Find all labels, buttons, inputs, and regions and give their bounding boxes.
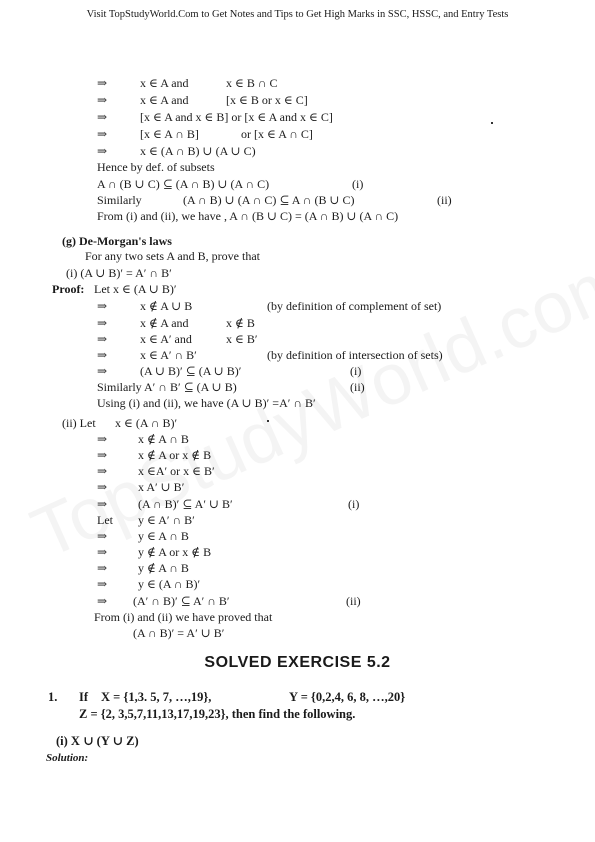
question-set-z: Z = {2, 3,5,7,11,13,17,19,23}, then find the following. (79, 707, 356, 721)
justification: (by definition of intersection of sets) (267, 348, 443, 362)
equation-label: (i) (352, 177, 364, 191)
math-line: x ∈ A′ and (140, 332, 192, 346)
math-line: (A ∩ B)′ = A′ ∪ B′ (133, 626, 225, 640)
math-line: x ∉ B (226, 316, 255, 330)
proof-label: Proof: (52, 282, 85, 296)
implies-arrow: ⇒ (97, 577, 108, 591)
implies-arrow: ⇒ (97, 316, 108, 330)
implies-arrow: ⇒ (97, 464, 108, 478)
stray-dot (267, 420, 269, 422)
text-line: For any two sets A and B, prove that (85, 249, 260, 263)
section-heading: (g) De-Morgan's laws (62, 234, 172, 248)
equation-label: (ii) (346, 594, 361, 608)
math-line: y ∉ A ∩ B (138, 561, 189, 575)
math-line: x ∉ A and (140, 316, 189, 330)
math-line: x ∈ A and (140, 76, 189, 90)
math-line: From (i) and (ii), we have , A ∩ (B ∪ C) = (A ∩ B) ∪ (A ∩ C) (97, 209, 399, 223)
text-line: Similarly (97, 193, 142, 207)
math-line: x A′ ∪ B′ (138, 480, 185, 494)
math-line: x ∈ A and (140, 93, 189, 107)
equation-label: (i) (350, 364, 362, 378)
implies-arrow: ⇒ (97, 545, 108, 559)
math-line: x ∈ B ∩ C (226, 76, 278, 90)
question-set-y: Y = {0,2,4, 6, 8, …,20} (289, 690, 406, 704)
math-line: [x ∈ A ∩ B] (140, 127, 199, 141)
math-line: x ∈ (A ∩ B)′ (115, 416, 178, 430)
math-line: x ∉ A ∩ B (138, 432, 189, 446)
question-part: (i) X ∪ (Y ∪ Z) (56, 734, 139, 748)
implies-arrow: ⇒ (97, 529, 108, 543)
implies-arrow: ⇒ (97, 364, 108, 378)
math-line: x ∈A′ or x ∈ B′ (138, 464, 215, 478)
stray-dot (491, 122, 493, 124)
equation-label: (i) (348, 497, 360, 511)
math-line: (ii) Let (62, 416, 96, 430)
implies-arrow: ⇒ (97, 432, 108, 446)
math-line: [x ∈ B or x ∈ C] (226, 93, 308, 107)
implies-arrow: ⇒ (97, 144, 108, 158)
exercise-title: SOLVED EXERCISE 5.2 (204, 654, 391, 671)
math-line: (A′ ∩ B)′ ⊆ A′ ∩ B′ (133, 594, 230, 608)
math-line: (A ∩ B) ∪ (A ∩ C) ⊆ A ∩ (B ∪ C) (183, 193, 355, 207)
math-line: x ∈ A′ ∩ B′ (140, 348, 197, 362)
math-line: (A ∩ B)′ ⊆ A′ ∪ B′ (138, 497, 233, 511)
justification: (by definition of complement of set) (267, 299, 442, 313)
implies-arrow: ⇒ (97, 332, 108, 346)
implies-arrow: ⇒ (97, 76, 108, 90)
math-line: Similarly A′ ∩ B′ ⊆ (A ∪ B) (97, 380, 237, 394)
implies-arrow: ⇒ (97, 299, 108, 313)
question-number: 1. (48, 690, 58, 704)
math-line: y ∈ A ∩ B (138, 529, 189, 543)
question-set-x: X = {1,3. 5, 7, …,19}, (101, 690, 212, 704)
question-if: If (79, 690, 89, 704)
math-line: x ∉ A or x ∉ B (138, 448, 212, 462)
text-line: Hence by def. of subsets (97, 160, 215, 174)
math-line: A ∩ (B ∪ C) ⊆ (A ∩ B) ∪ (A ∩ C) (97, 177, 270, 191)
implies-arrow: ⇒ (97, 110, 108, 124)
implies-arrow: ⇒ (97, 127, 108, 141)
math-line: x ∉ A ∪ B (140, 299, 193, 313)
page-header: Visit TopStudyWorld.Com to Get Notes and Tips to Get High Marks in SSC, HSSC, and Entry Tests (86, 9, 509, 20)
math-line: x ∈ (A ∩ B) ∪ (A ∪ C) (140, 144, 256, 158)
equation-label: (ii) (350, 380, 365, 394)
solution-label: Solution: (46, 752, 89, 764)
math-line: or [x ∈ A ∩ C] (241, 127, 313, 141)
math-line: y ∈ A′ ∩ B′ (138, 513, 195, 527)
math-line: Let x ∈ (A ∪ B)′ (94, 282, 177, 296)
math-line: [x ∈ A and x ∈ B] or [x ∈ A and x ∈ C] (140, 110, 333, 124)
math-line: Using (i) and (ii), we have (A ∪ B)′ =A′ ∩ B′ (97, 396, 316, 410)
implies-arrow: ⇒ (97, 93, 108, 107)
math-line: x ∈ B′ (226, 332, 258, 346)
text-line: Let (97, 513, 113, 527)
implies-arrow: ⇒ (97, 497, 108, 511)
implies-arrow: ⇒ (97, 561, 108, 575)
math-line: (i) (A ∪ B)′ = A′ ∩ B′ (66, 266, 172, 280)
math-line: (A ∪ B)′ ⊆ (A ∪ B)′ (140, 364, 242, 378)
text-line: From (i) and (ii) we have proved that (94, 610, 273, 624)
implies-arrow: ⇒ (97, 594, 108, 608)
implies-arrow: ⇒ (97, 448, 108, 462)
math-line: y ∈ (A ∩ B)′ (138, 577, 201, 591)
math-line: y ∉ A or x ∉ B (138, 545, 212, 559)
implies-arrow: ⇒ (97, 480, 108, 494)
equation-label: (ii) (437, 193, 452, 207)
implies-arrow: ⇒ (97, 348, 108, 362)
